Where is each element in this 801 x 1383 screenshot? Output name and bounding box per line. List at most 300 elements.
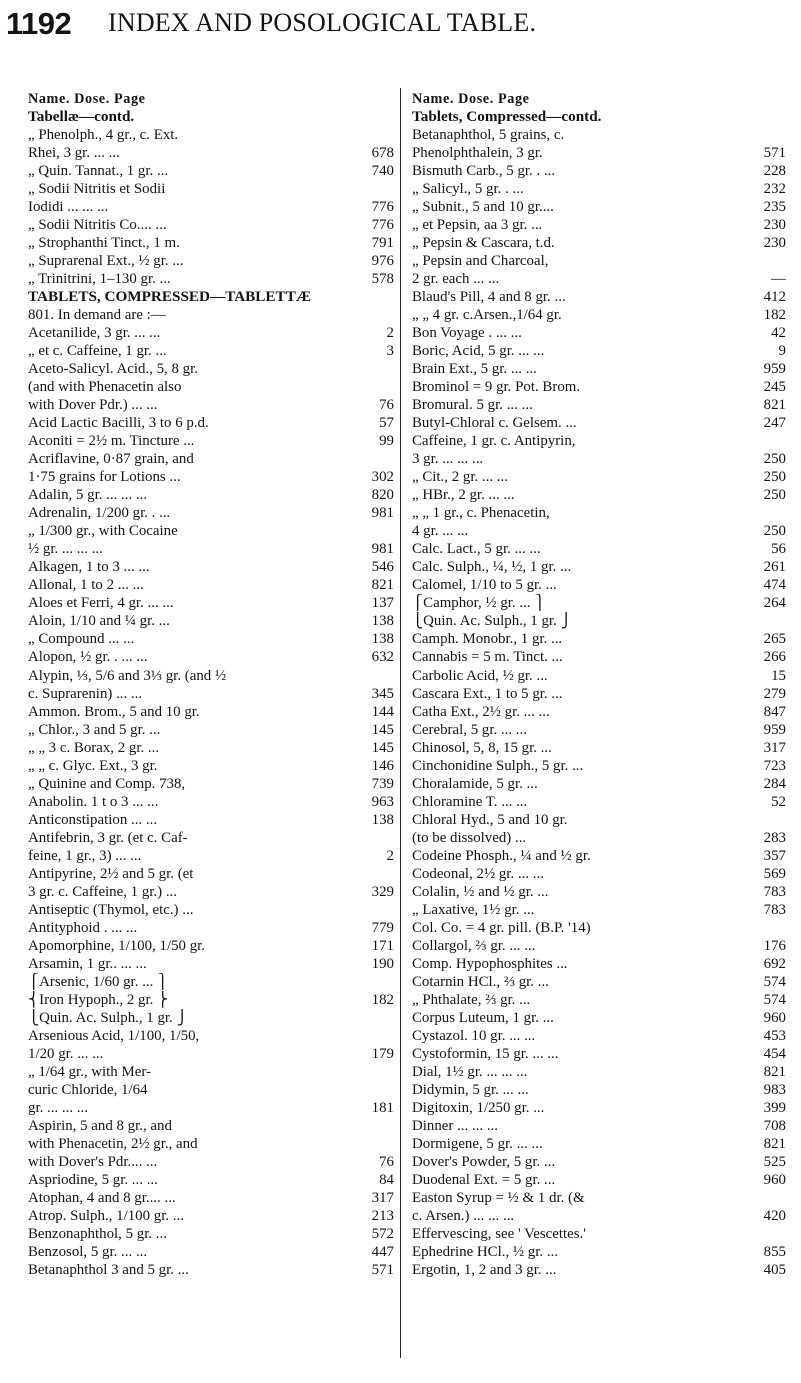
page-ref: 265 [760, 630, 786, 648]
entry-text: Name. Dose. Page [412, 91, 530, 107]
section-heading [28, 108, 394, 126]
entry-text: Bromural. 5 gr. ... ... [412, 397, 533, 414]
entry-text: Arsamin, 1 gr.. ... ... [28, 955, 147, 972]
entry-text: (to be dissolved) ... [412, 829, 527, 846]
entry-text: „ „ c. Glyc. Ext., 3 gr. [28, 757, 158, 774]
index-entry [412, 144, 786, 162]
page-ref: 317 [368, 1189, 394, 1207]
page-ref: 578 [368, 270, 394, 288]
entry-text: Collargol, ⅔ gr. ... ... [412, 937, 536, 954]
page-ref: 250 [760, 468, 786, 486]
page-ref: 678 [368, 144, 394, 162]
entry-text: Carbolic Acid, ½ gr. ... [412, 667, 548, 684]
entry-text: Allonal, 1 to 2 ... ... [28, 577, 144, 594]
entry-text: curic Chloride, 1/64 [28, 1081, 148, 1098]
page-ref: 692 [760, 955, 786, 973]
page-ref: 9 [775, 342, 786, 360]
entry-text: Antiseptic (Thymol, etc.) ... [28, 901, 194, 918]
entry-text: Digitoxin, 1/250 gr. ... [412, 1099, 545, 1116]
index-entry [28, 396, 394, 414]
index-entry [412, 450, 786, 468]
page-ref: 569 [760, 865, 786, 883]
index-entry [412, 991, 786, 1009]
entry-text: Calomel, 1/10 to 5 gr. ... [412, 577, 557, 594]
right-column [412, 90, 786, 1279]
page-ref: 264 [760, 594, 786, 612]
running-title: INDEX AND POSOLOGICAL TABLE. [108, 8, 537, 37]
index-entry [28, 667, 394, 685]
page-ref: 981 [368, 540, 394, 558]
entry-text: Cascara Ext., 1 to 5 gr. ... [412, 685, 563, 702]
index-entry [412, 973, 786, 991]
entry-text: „ Sodii Nitritis et Sodii [28, 181, 166, 198]
index-entry [28, 270, 394, 288]
index-entry [28, 522, 394, 540]
index-entry [412, 504, 786, 522]
index-entry [28, 811, 394, 829]
entry-text: Adrenalin, 1/200 gr. . ... [28, 505, 171, 522]
page-ref: 855 [760, 1243, 786, 1261]
index-entry [28, 450, 394, 468]
index-entry [28, 1099, 394, 1117]
index-entry [412, 955, 786, 973]
index-entry [28, 648, 394, 666]
index-entry [28, 486, 394, 504]
page-ref: 959 [760, 721, 786, 739]
entry-text: Butyl-Chloral c. Gelsem. ... [412, 415, 577, 432]
index-entry [412, 667, 786, 685]
index-entry [28, 901, 394, 919]
page-ref: 213 [368, 1207, 394, 1225]
index-entry [28, 1081, 394, 1099]
entry-text: Benzosol, 5 gr. ... ... [28, 1244, 148, 1260]
entry-text: Camph. Monobr., 1 gr. ... [412, 631, 563, 648]
page-ref: 2 [383, 847, 394, 865]
entry-text: Duodenal Ext. = 5 gr. ... [412, 1171, 556, 1188]
page-ref: 99 [375, 432, 394, 450]
index-entry [28, 594, 394, 612]
page-ref: 266 [760, 648, 786, 666]
page-ref: 284 [760, 775, 786, 793]
entry-text: 3 gr. c. Caffeine, 1 gr.) ... [28, 883, 178, 900]
page-ref: 963 [368, 793, 394, 811]
entry-text: Antipyrine, 2½ and 5 gr. (et [28, 865, 194, 882]
entry-text: Tablets, Compressed—contd. [412, 108, 602, 126]
entry-text: Betanaphthol, 5 grains, c. [412, 127, 565, 144]
entry-text: Brain Ext., 5 gr. ... ... [412, 361, 537, 378]
entry-text: Didymin, 5 gr. ... ... [412, 1081, 529, 1098]
page-ref: 821 [760, 396, 786, 414]
index-entry [28, 1243, 394, 1261]
page-ref: 250 [760, 522, 786, 540]
entry-text: „ Sodii Nitritis Co.... ... [28, 217, 167, 234]
page-ref: 245 [760, 378, 786, 396]
entry-text: Comp. Hypophosphites ... [412, 955, 568, 972]
page-ref: 740 [368, 162, 394, 180]
page-ref: 574 [760, 991, 786, 1009]
page-ref: 182 [368, 991, 394, 1009]
page-ref: 15 [767, 667, 786, 685]
index-entry [28, 1063, 394, 1081]
page-ref: 138 [368, 630, 394, 648]
index-entry [412, 432, 786, 450]
entry-text: Catha Ext., 2½ gr. ... ... [412, 703, 550, 720]
index-entry [28, 703, 394, 721]
index-entry [28, 1153, 394, 1171]
index-entry [412, 216, 786, 234]
entry-text: Cerebral, 5 gr. ... ... [412, 721, 527, 738]
page-ref: 181 [368, 1099, 394, 1117]
entry-text: Blaud's Pill, 4 and 8 gr. ... [412, 289, 566, 306]
page-ref: 791 [368, 234, 394, 252]
page-ref: 572 [368, 1225, 394, 1243]
index-entry [28, 883, 394, 901]
index-entry [28, 576, 394, 594]
index-entry [28, 937, 394, 955]
index-entry [412, 757, 786, 775]
entry-text: Phenolphthalein, 3 gr. [412, 145, 543, 162]
entry-text: Ammon. Brom., 5 and 10 gr. [28, 703, 200, 720]
page-ref: 137 [368, 594, 394, 612]
entry-text: „ Quin. Tannat., 1 gr. ... [28, 163, 169, 180]
entry-text: „ Trinitrini, 1–130 gr. ... [28, 271, 171, 288]
index-entry [28, 1171, 394, 1189]
entry-text: c. Arsen.) ... ... ... [412, 1207, 515, 1224]
index-entry [412, 288, 786, 306]
index-entry [28, 919, 394, 937]
page-ref: 981 [368, 504, 394, 522]
page-ref: 723 [760, 757, 786, 775]
entry-text: (and with Phenacetin also [28, 379, 182, 396]
page-ref: 412 [760, 288, 786, 306]
index-entry [412, 1009, 786, 1027]
entry-text: „ Phenolph., 4 gr., c. Ext. [28, 127, 179, 144]
page-ref: 821 [368, 576, 394, 594]
entry-text: Chloral Hyd., 5 and 10 gr. [412, 811, 568, 828]
index-entry [412, 630, 786, 648]
entry-text: Acriflavine, 0·87 grain, and [28, 451, 194, 468]
entry-text: Dinner ... ... ... [412, 1117, 499, 1134]
index-entry [412, 793, 786, 811]
entry-text: Ergotin, 1, 2 and 3 gr. ... [412, 1262, 557, 1279]
index-entry [412, 721, 786, 739]
page-ref: 574 [760, 973, 786, 991]
page-ref: 3 [383, 342, 394, 360]
entry-text: „ Compound ... ... [28, 631, 135, 648]
left-column [28, 90, 394, 1279]
page-ref: 283 [760, 829, 786, 847]
page-ref: 776 [368, 198, 394, 216]
index-entry [28, 126, 394, 144]
entry-text: Caffeine, 1 gr. c. Antipyrin, [412, 433, 576, 450]
index-entry [412, 252, 786, 270]
page-ref: 420 [760, 1207, 786, 1225]
page-ref: 57 [375, 414, 394, 432]
page-ref: 783 [760, 901, 786, 919]
index-entry [412, 865, 786, 883]
page-ref: 302 [368, 468, 394, 486]
entry-text: „ 1/64 gr., with Mer- [28, 1063, 151, 1080]
index-entry [412, 1081, 786, 1099]
entry-text: Name. Dose. Page [28, 91, 146, 107]
entry-text: ⎩Quin. Ac. Sulph., 1 gr. ⎭ [412, 613, 572, 630]
index-entry [412, 847, 786, 865]
page-ref: 357 [760, 847, 786, 865]
index-entry [412, 1189, 786, 1207]
index-entry [412, 685, 786, 703]
entry-text: Effervescing, see ' Vescettes.' [412, 1225, 586, 1242]
entry-text: Boric, Acid, 5 gr. ... ... [412, 343, 545, 360]
index-entry [28, 558, 394, 576]
index-entry [28, 306, 394, 324]
page-ref: 317 [760, 739, 786, 757]
page-ref: 228 [760, 162, 786, 180]
page-ref: — [767, 270, 786, 288]
index-entry [412, 198, 786, 216]
entry-text: „ Phthalate, ⅔ gr. ... [412, 991, 531, 1008]
index-entry [28, 955, 394, 973]
index-entry [412, 1207, 786, 1225]
page-ref: 546 [368, 558, 394, 576]
page-ref: 146 [368, 757, 394, 775]
index-entry [412, 612, 786, 630]
index-entry [28, 1225, 394, 1243]
index-entry [412, 540, 786, 558]
page-ref: 960 [760, 1171, 786, 1189]
page-ref: 190 [368, 955, 394, 973]
entry-text: Atrop. Sulph., 1/100 gr. ... [28, 1207, 184, 1224]
index-entry [28, 1009, 394, 1027]
entry-text: Dial, 1½ gr. ... ... ... [412, 1063, 528, 1080]
entry-text: Aspirin, 5 and 8 gr., and [28, 1117, 172, 1134]
entry-text: ⎧Camphor, ½ gr. ... ⎫ [412, 595, 546, 612]
index-entry [28, 144, 394, 162]
entry-text: Colalin, ½ and ½ gr. ... [412, 883, 549, 900]
entry-text: „ Pepsin & Cascara, t.d. [412, 235, 555, 252]
entry-text: ½ gr. ... ... ... [28, 541, 103, 558]
index-entry [412, 414, 786, 432]
entry-text: „ Chlor., 3 and 5 gr. ... [28, 721, 161, 738]
index-entry [28, 775, 394, 793]
page-ref: 250 [760, 486, 786, 504]
index-entry [28, 793, 394, 811]
index-entry [28, 324, 394, 342]
entry-text: „ Salicyl., 5 gr. . ... [412, 181, 524, 198]
page-ref: 52 [767, 793, 786, 811]
index-entry [28, 162, 394, 180]
page-ref: 821 [760, 1063, 786, 1081]
entry-text: Tabellæ—contd. [28, 108, 135, 126]
page-ref: 453 [760, 1027, 786, 1045]
entry-text: „ Laxative, 1½ gr. ... [412, 901, 535, 918]
page-ref: 138 [368, 811, 394, 829]
entry-text: Cystoformin, 15 gr. ... ... [412, 1045, 559, 1062]
entry-text: Calc. Sulph., ¼, ½, 1 gr. ... [412, 559, 572, 576]
page-ref: 42 [767, 324, 786, 342]
page-ref: 76 [375, 396, 394, 414]
entry-text: Arsenious Acid, 1/100, 1/50, [28, 1027, 200, 1044]
index-entry [412, 1225, 786, 1243]
index-entry [412, 1153, 786, 1171]
page-ref: 235 [760, 198, 786, 216]
page-ref: 983 [760, 1081, 786, 1099]
index-entry [412, 594, 786, 612]
page-ref: 247 [760, 414, 786, 432]
page-ref: 632 [368, 648, 394, 666]
entry-text: Aconiti = 2½ m. Tincture ... [28, 433, 195, 450]
entry-text: „ Cit., 2 gr. ... ... [412, 469, 508, 486]
index-entry [28, 757, 394, 775]
index-entry [28, 1189, 394, 1207]
index-entry [412, 306, 786, 324]
page-number: 1192 [6, 6, 72, 41]
entry-text: Aspriodine, 5 gr. ... ... [28, 1171, 158, 1188]
index-entry [412, 1261, 786, 1279]
entry-text: Cotarnin HCl., ⅔ gr. ... [412, 973, 549, 990]
index-entry [28, 739, 394, 757]
page-ref: 56 [767, 540, 786, 558]
entry-text: Cannabis = 5 m. Tinct. ... [412, 649, 563, 666]
index-entry [412, 234, 786, 252]
entry-text: „ Strophanthi Tinct., 1 m. [28, 235, 180, 252]
index-entry [28, 1027, 394, 1045]
entry-text: Dover's Powder, 5 gr. ... [412, 1153, 556, 1170]
page-ref: 144 [368, 703, 394, 721]
index-entry [28, 1117, 394, 1135]
entry-text: with Dover's Pdr.... ... [28, 1153, 158, 1170]
page-ref: 279 [760, 685, 786, 703]
index-entry [412, 919, 786, 937]
index-entry [412, 937, 786, 955]
page-ref: 250 [760, 450, 786, 468]
entry-text: Codeonal, 2½ gr. ... ... [412, 865, 544, 882]
index-entry [412, 811, 786, 829]
index-entry [412, 648, 786, 666]
entry-text: Bismuth Carb., 5 gr. . ... [412, 163, 556, 180]
index-entry [28, 432, 394, 450]
index-entry [28, 540, 394, 558]
index-entry [28, 504, 394, 522]
index-entry [412, 270, 786, 288]
index-entry [28, 721, 394, 739]
page-ref: 2 [383, 324, 394, 342]
page-ref: 230 [760, 216, 786, 234]
entry-text: c. Suprarenin) ... ... [28, 685, 143, 702]
entry-text: „ Quinine and Comp. 738, [28, 775, 186, 792]
entry-text: Alypin, ⅓, 5/6 and 3⅓ gr. (and ½ [28, 667, 227, 684]
entry-text: Chinosol, 5, 8, 15 gr. ... [412, 739, 552, 756]
page-ref: 182 [760, 306, 786, 324]
index-entry [28, 234, 394, 252]
index-entry [28, 180, 394, 198]
index-entry [412, 126, 786, 144]
entry-text: Atophan, 4 and 8 gr.... ... [28, 1189, 176, 1206]
entry-text: gr. ... ... ... [28, 1099, 88, 1116]
column-header [412, 90, 786, 108]
entry-text: Anticonstipation ... ... [28, 811, 158, 828]
entry-text: Aceto-Salicyl. Acid., 5, 8 gr. [28, 361, 198, 378]
entry-text: ⎨Iron Hypoph., 2 gr. ⎬ [28, 991, 169, 1008]
index-entry [412, 342, 786, 360]
page-ref: 447 [368, 1243, 394, 1261]
page-ref: 329 [368, 883, 394, 901]
page-ref: 138 [368, 612, 394, 630]
page-ref: 976 [368, 252, 394, 270]
index-entry [28, 1261, 394, 1279]
entry-text: ⎧Arsenic, 1/60 gr. ... ⎫ [28, 973, 169, 990]
entry-text: Iodidi ... ... ... [28, 199, 109, 216]
page-ref: 739 [368, 775, 394, 793]
entry-text: with Phenacetin, 2½ gr., and [28, 1135, 198, 1152]
page-ref: 76 [375, 1153, 394, 1171]
index-entry [412, 1045, 786, 1063]
index-entry [28, 1207, 394, 1225]
entry-text: Ephedrine HCl., ½ gr. ... [412, 1244, 558, 1260]
page-ref: 708 [760, 1117, 786, 1135]
page-ref: 345 [368, 685, 394, 703]
index-entry [412, 558, 786, 576]
entry-text: Dormigene, 5 gr. ... ... [412, 1135, 543, 1152]
page-ref: 145 [368, 739, 394, 757]
index-entry [412, 1027, 786, 1045]
page-ref: 776 [368, 216, 394, 234]
page-ref: 145 [368, 721, 394, 739]
index-entry [412, 1171, 786, 1189]
entry-text: Alkagen, 1 to 3 ... ... [28, 559, 150, 576]
index-entry [28, 865, 394, 883]
entry-text: Apomorphine, 1/100, 1/50 gr. [28, 937, 206, 954]
index-entry [28, 612, 394, 630]
entry-text: Antityphoid . ... ... [28, 919, 138, 936]
entry-text: Easton Syrup = ½ & 1 dr. (& [412, 1189, 585, 1206]
entry-text: „ Subnit., 5 and 10 gr.... [412, 199, 554, 216]
entry-text: 801. In demand are :— [28, 307, 166, 324]
index-entry [412, 703, 786, 721]
entry-text: Alopon, ½ gr. . ... ... [28, 649, 148, 666]
index-entry [28, 991, 394, 1009]
index-entry [412, 162, 786, 180]
page-ref: 474 [760, 576, 786, 594]
entry-text: „ „ 3 c. Borax, 2 gr. ... [28, 739, 160, 756]
index-entry [28, 1135, 394, 1153]
page-ref: 783 [760, 883, 786, 901]
entry-text: Antifebrin, 3 gr. (et c. Caf- [28, 829, 188, 846]
index-entry [28, 468, 394, 486]
index-entry [28, 847, 394, 865]
index-entry [412, 378, 786, 396]
index-entry [412, 1117, 786, 1135]
entry-text: Cinchonidine Sulph., 5 gr. ... [412, 757, 584, 774]
index-entry [412, 1099, 786, 1117]
page-ref: 176 [760, 937, 786, 955]
page-ref: 779 [368, 919, 394, 937]
entry-text: „ „ 4 gr. c.Arsen.,1/64 gr. [412, 307, 562, 324]
entry-text: TABLETS, COMPRESSED—TABLETTÆ [28, 288, 312, 306]
index-entry [412, 1063, 786, 1081]
entry-text: feine, 1 gr., 3) ... ... [28, 847, 142, 864]
index-entry [412, 775, 786, 793]
index-entry [28, 1045, 394, 1063]
entry-text: Choralamide, 5 gr. ... [412, 775, 538, 792]
entry-text: Aloes et Ferri, 4 gr. ... ... [28, 595, 174, 612]
index-entry [28, 685, 394, 703]
index-entry [412, 1135, 786, 1153]
page-ref: 821 [760, 1135, 786, 1153]
index-entry [28, 378, 394, 396]
index-entry [28, 216, 394, 234]
entry-text: Benzonaphthol, 5 gr. ... [28, 1225, 167, 1242]
index-entry [28, 360, 394, 378]
